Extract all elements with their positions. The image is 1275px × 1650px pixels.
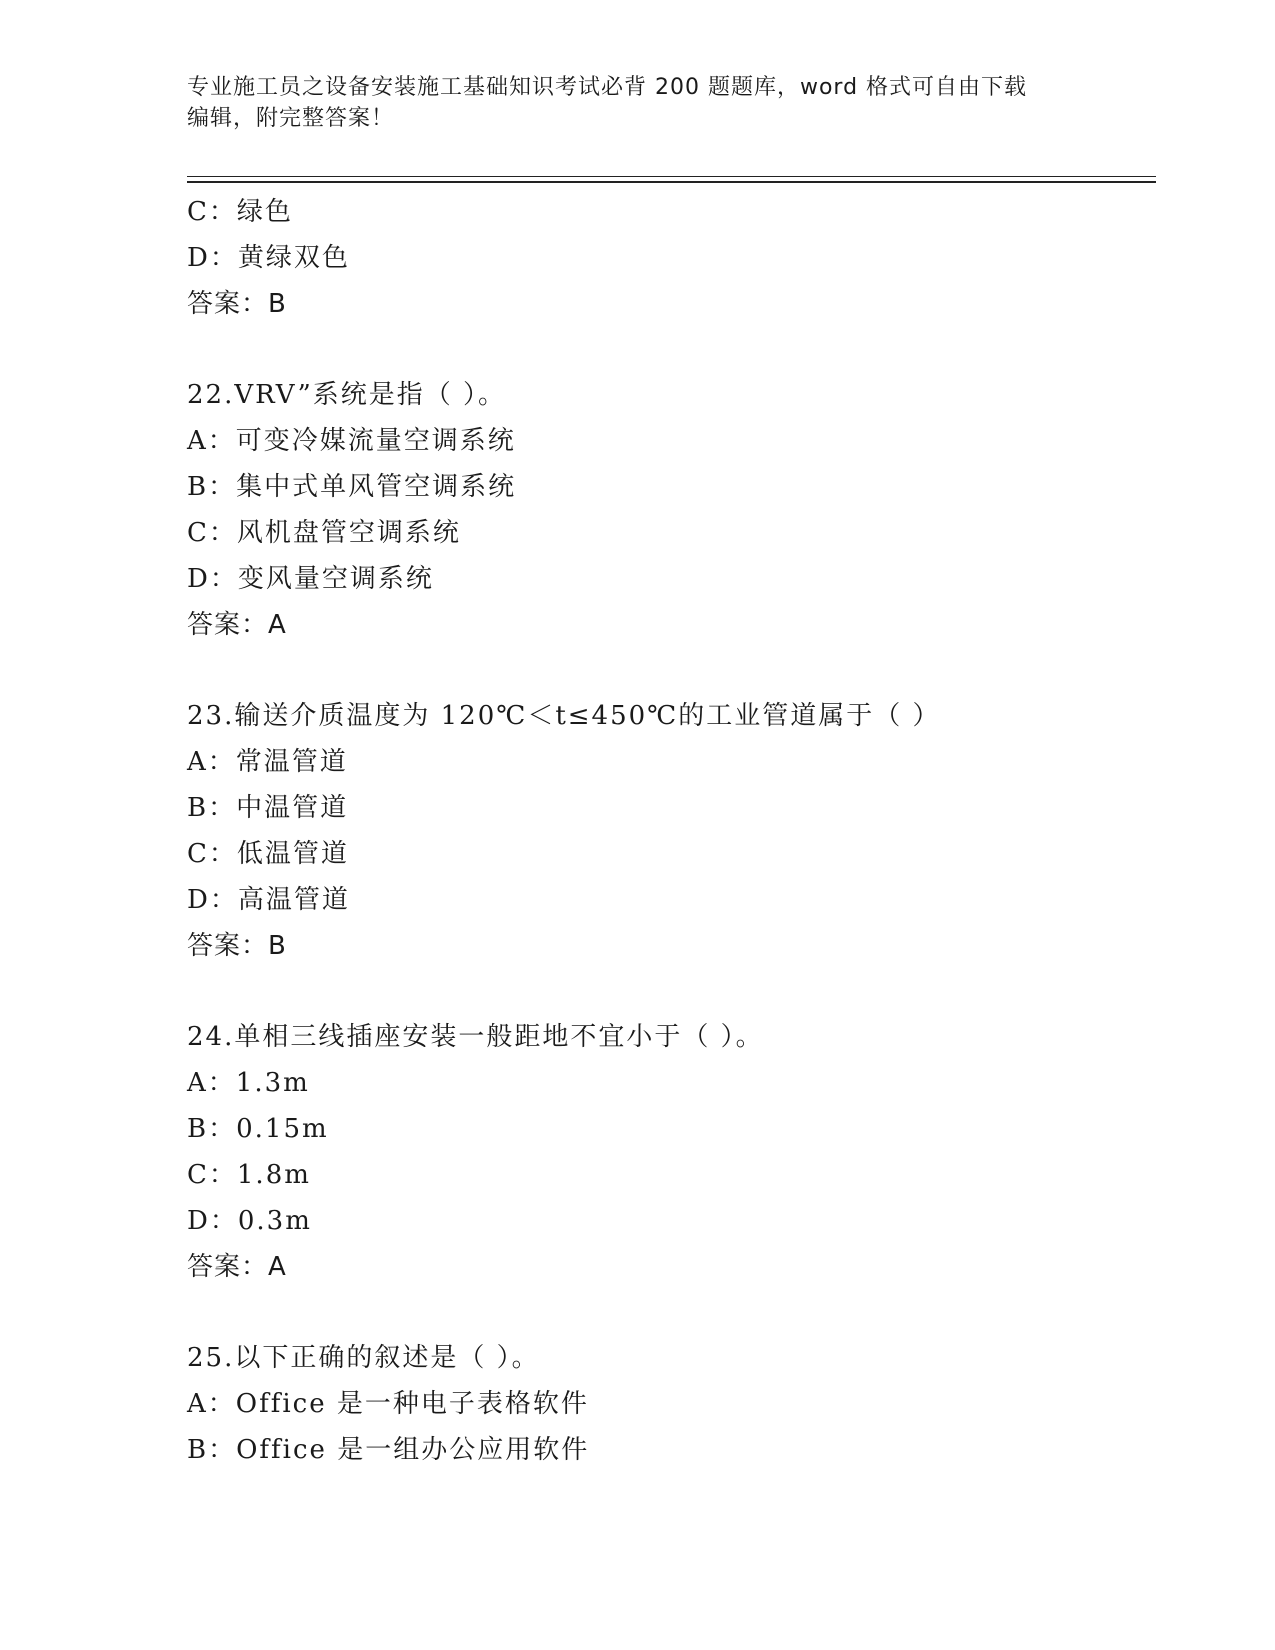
option-d: D：0.3m: [187, 1206, 312, 1236]
answer-line: 答案：B: [187, 289, 287, 319]
header-line-2: 编辑，附完整答案！: [187, 106, 395, 131]
option-c: C：低温管道: [187, 839, 349, 869]
option-a: A：1.3m: [187, 1068, 310, 1098]
option-d: D：黄绿双色: [187, 243, 350, 273]
option-b: B：集中式单风管空调系统: [187, 472, 517, 502]
document-header: [187, 72, 1087, 134]
option-a: A：常温管道: [187, 747, 348, 777]
option-c: C：绿色: [187, 197, 293, 227]
question-stem: 23.输送介质温度为 120℃＜t≤450℃的工业管道属于（ ）: [187, 701, 941, 731]
header-rule-thick: [187, 181, 1156, 183]
question-list: [187, 189, 1187, 1473]
answer-line: 答案：A: [187, 610, 287, 640]
option-d: D：变风量空调系统: [187, 564, 434, 594]
question-stem: 22.VRV”系统是指（ ）。: [187, 380, 507, 410]
header-line-1: 专业施工员之设备安装施工基础知识考试必背 200 题题库，word 格式可自由下载: [187, 75, 1028, 100]
option-b: B：中温管道: [187, 793, 349, 823]
answer-line: 答案：B: [187, 931, 287, 961]
option-b: B：Office 是一组办公应用软件: [187, 1435, 590, 1465]
header-rule-thin: [187, 176, 1156, 177]
option-c: C：1.8m: [187, 1160, 311, 1190]
answer-line: 答案：A: [187, 1252, 287, 1282]
option-c: C：风机盘管空调系统: [187, 518, 461, 548]
option-b: B：0.15m: [187, 1114, 329, 1144]
question-stem: 24.单相三线插座安装一般距地不宜小于（ ）。: [187, 1022, 764, 1052]
option-a: A：Office 是一种电子表格软件: [187, 1389, 589, 1419]
question-stem: 25.以下正确的叙述是（ ）。: [187, 1343, 540, 1373]
option-a: A：可变冷媒流量空调系统: [187, 426, 516, 456]
option-d: D：高温管道: [187, 885, 350, 915]
